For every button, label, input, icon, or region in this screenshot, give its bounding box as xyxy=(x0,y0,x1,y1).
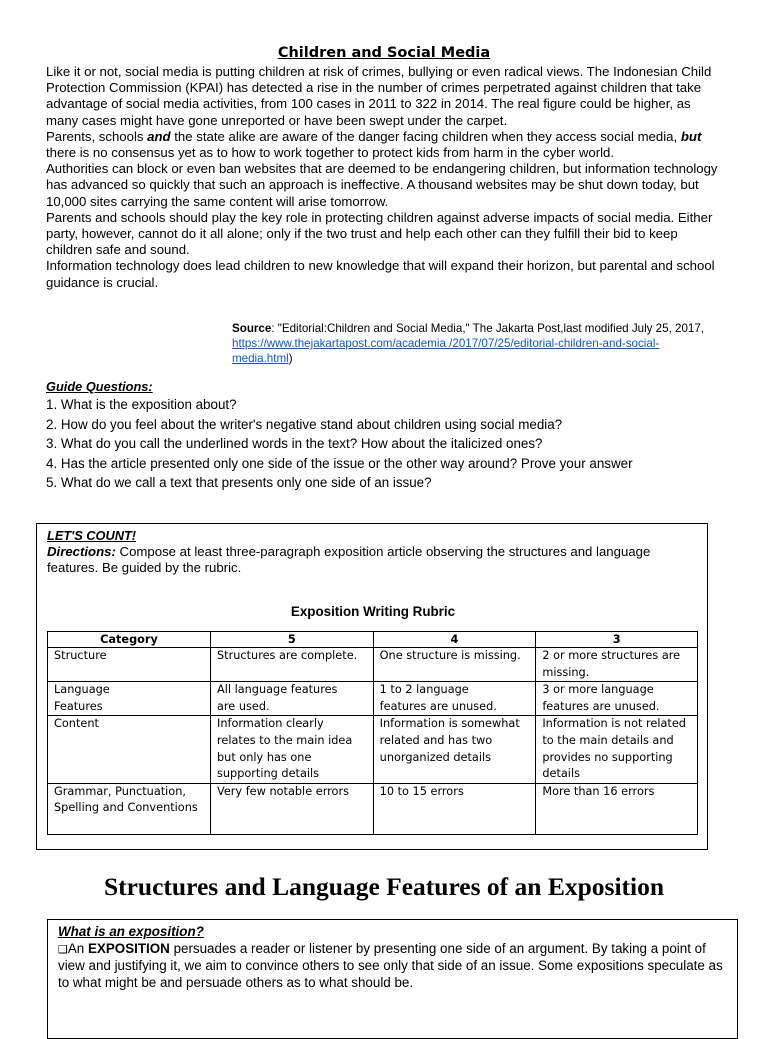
question-list xyxy=(46,395,726,493)
question-item: 2. How do you feel about the writer's negative stand about children using social media? xyxy=(46,416,563,432)
rubric-table xyxy=(47,631,698,835)
exposition-definition xyxy=(58,941,728,992)
table-cell: One structure is missing. xyxy=(373,648,536,682)
what-is-content xyxy=(58,924,728,991)
directions-label: Directions: xyxy=(47,544,116,559)
source-text: : "Editorial:Children and Social Media," The Jakarta Post,last modified July 25, 2017, xyxy=(271,322,705,335)
p2-but-word: but xyxy=(680,128,702,144)
what-is-title: What is an exposition? xyxy=(58,924,204,939)
table-cell: More than 16 errors xyxy=(536,783,698,834)
lets-count-title: LET'S COUNT! xyxy=(47,528,137,543)
table-row xyxy=(48,783,698,834)
p2-and-word: and xyxy=(147,128,171,144)
page-title: Children and Social Media xyxy=(277,45,491,61)
source-citation xyxy=(232,321,712,366)
table-cell: Information clearly relates to the main idea but only has one supporting details xyxy=(210,716,373,783)
source-label: Source xyxy=(232,322,272,335)
table-cell: Grammar, Punctuation, Spelling and Conventions xyxy=(48,783,211,834)
definition-keyword: EXPOSITION xyxy=(87,940,170,956)
table-cell: All language features are used. xyxy=(210,682,373,716)
directions-text: Compose at least three-paragraph exposition article observing the structures and language features. Be guided by the rubric. xyxy=(47,544,651,575)
table-cell: 2 or more structures are missing. xyxy=(536,648,698,682)
header-cell: 5 xyxy=(210,632,373,648)
what-is-exposition-box xyxy=(47,919,738,1039)
article-body xyxy=(46,64,726,291)
lets-count-box xyxy=(36,523,708,850)
paragraph-2 xyxy=(46,129,726,161)
question-item: 4. Has the article presented only one side of the issue or the other way around? Prove your answer xyxy=(46,455,633,471)
table-row xyxy=(48,682,698,716)
table-row xyxy=(48,716,698,783)
p2-part-c: there is no consensus yet as to how to work together to protect kids from harm in the cyber world. xyxy=(46,145,615,161)
source-end: ) xyxy=(288,352,293,365)
definition-lead: An xyxy=(67,940,88,956)
section-title: Structures and Language Features of an Exposition xyxy=(103,872,665,901)
table-cell: Content xyxy=(48,716,211,783)
checkbox-bullet-icon: ❑ xyxy=(58,942,68,956)
table-cell: Structures are complete. xyxy=(210,648,373,682)
table-header-row xyxy=(48,632,698,648)
table-cell: Language Features xyxy=(48,682,211,716)
rubric-title: Exposition Writing Rubric xyxy=(290,604,456,619)
table-cell: Structure xyxy=(48,648,211,682)
question-item: 5. What do we call a text that presents only one side of an issue? xyxy=(46,475,432,491)
paragraph-4: Parents and schools should play the key role in protecting children against adverse impacts of social media. Either party, however, cannot do it all alone; only if the two trust and help each other can they fulfill their bid to keep children safe and sound. xyxy=(46,209,713,258)
directions xyxy=(47,544,697,576)
table-cell: Information is somewhat related and has two unorganized details xyxy=(373,716,536,783)
paragraph-1: Like it or not, social media is putting children at risk of crimes, bullying or even radical views. The Indonesian Child Protection Commission (KPAI) has detected a rise in the number of crimes perpetrated against children that take advantage of social media activities, from 100 cases in 2011 to 322 in 2014. The real figure could be higher, as many cases might have gone unreported or have been swept under the carpet. xyxy=(46,64,712,128)
header-cell: 4 xyxy=(373,632,536,648)
question-item: 1. What is the exposition about? xyxy=(46,397,237,412)
header-cell: 3 xyxy=(536,632,698,648)
table-row xyxy=(48,648,698,682)
lets-count-content xyxy=(47,528,697,576)
guide-questions xyxy=(46,379,726,493)
table-cell: Very few notable errors xyxy=(210,783,373,834)
p2-part-b: the state alike are aware of the danger facing children when they access social media, xyxy=(170,128,681,144)
source-link[interactable]: https://www.thejakartapost.com/academia /2017/07/25/editorial-children-and-social-media.html xyxy=(232,337,660,365)
p2-part-a: Parents, schools xyxy=(46,128,148,144)
paragraph-5: Information technology does lead children to new knowledge that will expand their horizon, but parental and school guidance is crucial. xyxy=(46,258,715,290)
definition-text: persuades a reader or listener by presenting one side of an argument. By taking a point of view and justifying it, we aim to convince others to see only that side of an issue. Some expositions speculate as to what might be and persuade others as to what should be. xyxy=(58,940,723,990)
guide-title: Guide Questions: xyxy=(46,379,153,394)
table-cell: 1 to 2 language features are unused. xyxy=(373,682,536,716)
table-cell: Information is not related to the main details and provides no supporting details xyxy=(536,716,698,783)
question-item: 3. What do you call the underlined words in the text? How about the italicized ones? xyxy=(46,436,543,452)
header-cell: Category xyxy=(48,632,211,648)
table-cell: 3 or more language features are unused. xyxy=(536,682,698,716)
table-cell: 10 to 15 errors xyxy=(373,783,536,834)
paragraph-3: Authorities can block or even ban websites that are deemed to be endangering children, but information technology has advanced so quickly that such an approach is ineffective. A thousand websites may be shut down today, but 10,000 sites carrying the same content will arise tomorrow. xyxy=(46,161,718,209)
